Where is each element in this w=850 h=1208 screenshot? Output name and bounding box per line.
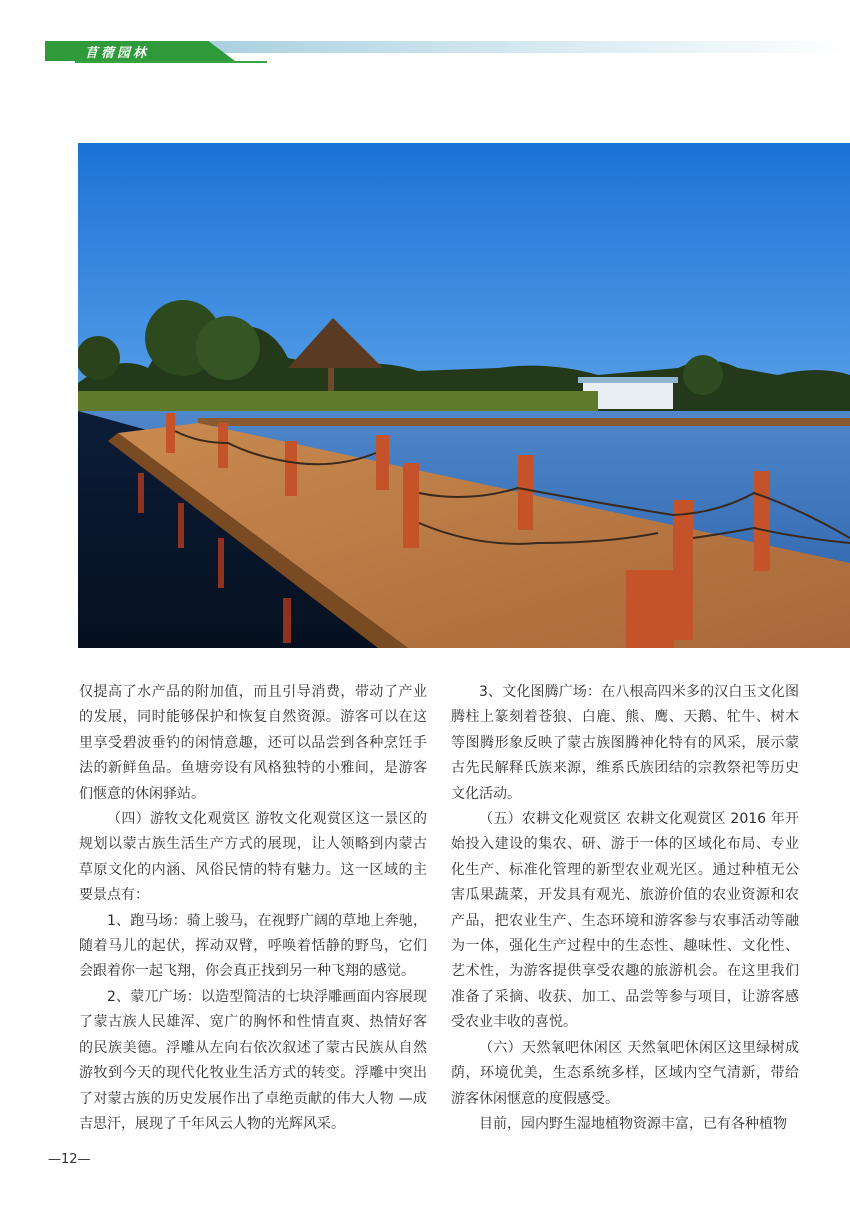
section-title: 苜蓿园林 [85, 46, 150, 61]
paragraph: 3、文化图腾广场：在八根高四米多的汉白玉文化图腾柱上篆刻着苍狼、白鹿、熊、鹰、天鹅、牤牛、树木等图腾形象反映了蒙古族图腾神化特有的风采，展示蒙古先民解释氏族来源，维系氏族团结的宗教祭祀等历史文化活动。 [451, 684, 799, 802]
header-gradient-bar [195, 41, 850, 53]
paragraph: （五）农耕文化观赏区 农耕文化观赏区 2016 年开始投入建设的集农、研、游于一体的区域化布局、专业化生产、标准化管理的新型农业观光区。通过种植无公害瓜果蔬菜，开发具有观光、旅游价值的农业资源和农产品，把农业生产、生态环境和游客参与农事活动等融为一体，强化生产过程中的生态性、趣味性、文化性、艺术性，为游客提供享受农趣的旅游机会。在这里我们准备了采摘、收获、加工、品尝等参与项目，让游客感受农业丰收的喜悦。 [451, 811, 799, 1031]
paragraph: 2、蒙兀广场：以造型简洁的七块浮雕画面内容展现了蒙古族人民雄浑、宽广的胸怀和性情直爽、热情好客的民族美德。浮雕从左向右依次叙述了蒙古民族从自然游牧到今天的现代化牧业生活方式的转变。浮雕中突出了对蒙古族的历史发展作出了卓绝贡献的伟大人物 —成吉思汗，展现了千年风云人物的光辉风采。 [79, 988, 427, 1132]
text-column-right [451, 680, 799, 1137]
section-header [45, 41, 850, 63]
paragraph: （四）游牧文化观赏区 游牧文化观赏区这一景区的规划以蒙古族生活生产方式的展现，让人领略到内蒙古草原文化的内涵、风俗民情的特有魅力。这一区域的主要景点有： [79, 811, 427, 904]
paragraph: （六）天然氧吧休闲区 天然氧吧休闲区这里绿树成荫，环境优美，生态系统多样，区域内空气清新，带给游客休闲惬意的度假感受。 [451, 1039, 799, 1107]
section-tab-underline [75, 61, 267, 63]
page-number: —12— [48, 1152, 91, 1167]
paragraph: 1、跑马场：骑上骏马，在视野广阔的草地上奔驰，随着马儿的起伏，挥动双臂，呼唤着恬静的野鸟，它们会跟着你一起飞翔，你会真正找到另一种飞翔的感觉。 [79, 912, 427, 980]
text-column-left [79, 680, 427, 1137]
paragraph: 仅提高了水产品的附加值，而且引导消费，带动了产业的发展，同时能够保护和恢复自然资源。游客可以在这里享受碧波垂钓的闲情意趣，还可以品尝到各种烹饪手法的新鲜鱼品。鱼塘旁设有风格独特的小雅间，是游客们惬意的休闲驿站。 [79, 684, 427, 802]
paragraph: 目前，园内野生湿地植物资源丰富，已有各种植物 [479, 1115, 787, 1132]
boardwalk-lake-photo [78, 143, 850, 648]
